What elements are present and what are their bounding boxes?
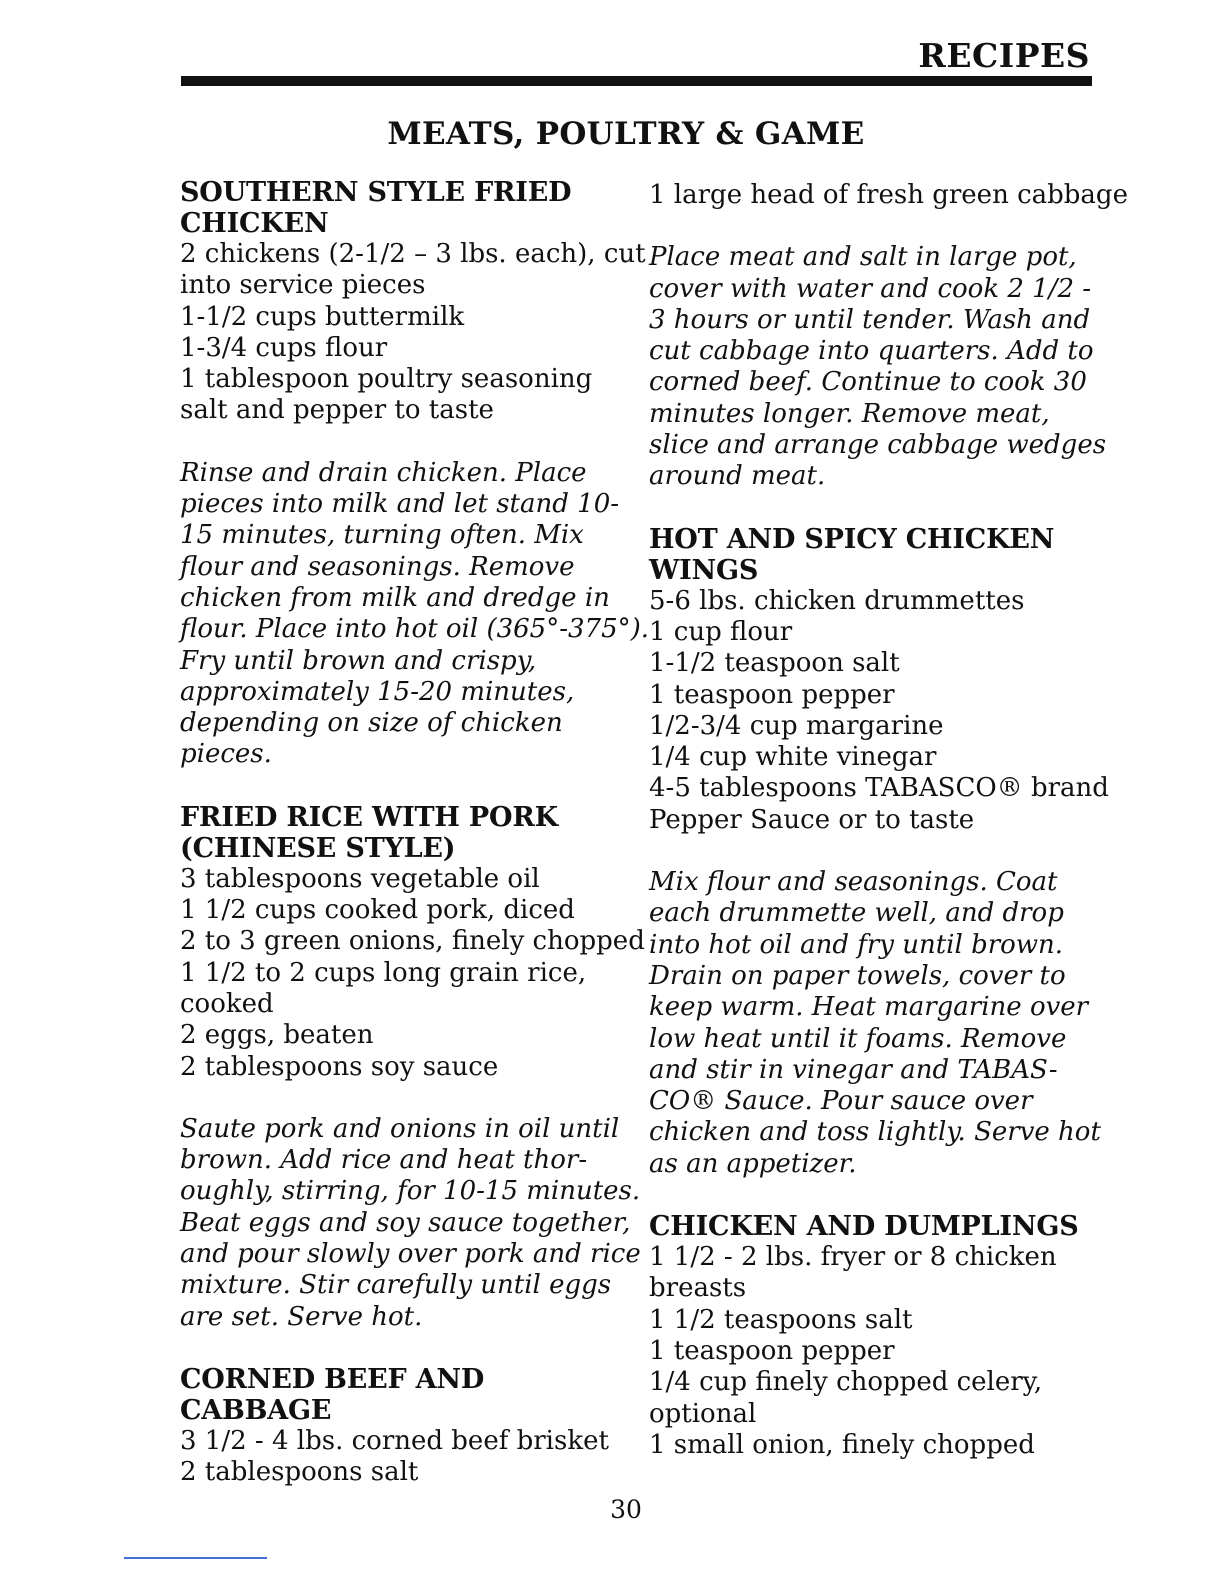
ingredient: 2 tablespoons salt [180,1457,419,1488]
instructions [180,1114,640,1333]
ingredient-list [180,863,645,1083]
ingredient: 5-6 lbs. chicken drummettes [649,585,1025,616]
title-line: SOUTHERN STYLE FRIED [180,177,572,208]
instruction-line: flour. Place into hot oil (365°-375°). [180,614,650,645]
instruction-line: Drain on paper towels, cover to [649,960,1066,991]
instruction-line: as an appetizer. [649,1148,857,1179]
recipe-title [649,524,1109,586]
title-line: CHICKEN AND DUMPLINGS [649,1211,1079,1243]
ingredient: 1-1/2 cups buttermilk [180,301,465,332]
ingredient: 4-5 tablespoons TABASCO® brand [649,773,1109,804]
recipe-corned-beef-continued [649,180,1128,493]
ingredient: salt and pepper to taste [180,395,494,426]
ingredient: 1 1/2 to 2 cups long grain rice, [180,957,587,988]
ingredient: 3 1/2 - 4 lbs. corned beef brisket [180,1425,609,1456]
instruction-line: each drummette well, and drop [649,898,1064,929]
ingredient: 1 tablespoon poultry seasoning [180,364,593,395]
title-line: (CHINESE STYLE) [180,832,456,864]
instruction-line: depending on size of chicken [180,708,563,739]
recipe-southern-fried-chicken [180,177,650,771]
instruction-line: Fry until brown and crispy, [180,645,537,676]
instruction-line: around meat. [649,461,826,492]
recipe-fried-rice-with-pork [180,801,645,1333]
instruction-line: cut cabbage into quarters. Add to [649,336,1094,367]
page-title: MEATS, POULTRY & GAME [387,116,865,152]
instruction-line: are set. Serve hot. [180,1301,423,1332]
ingredient: Pepper Sauce or to taste [649,804,975,835]
recipe-title [649,1211,1109,1242]
instruction-line: brown. Add rice and heat thor- [180,1145,588,1176]
ingredient: 2 eggs, beaten [180,1020,374,1051]
ingredient-list [649,180,1128,211]
instruction-line: 15 minutes, turning often. Mix [180,520,584,551]
recipe-chicken-and-dumplings [649,1211,1109,1461]
ingredient: 1 teaspoon pepper [649,679,895,710]
ingredient: 1-3/4 cups flour [180,332,388,363]
recipe-title [180,1364,640,1426]
title-line: HOT AND SPICY CHICKEN [649,523,1055,555]
title-line: CHICKEN [180,208,329,239]
instructions [180,457,650,771]
instruction-line: minutes longer. Remove meat, [649,398,1050,429]
ingredient: 3 tablespoons vegetable oil [180,863,540,894]
ingredient: 1 small onion, finely chopped [649,1429,1035,1460]
ingredient: into service pieces [180,270,426,301]
instruction-line: slice and arrange cabbage wedges [649,430,1107,461]
ingredient: 1-1/2 teaspoon salt [649,648,900,679]
recipe-title [180,802,640,864]
scan-mark [124,1557,267,1559]
instruction-line: chicken from milk and dredge in [180,582,610,613]
page-number: 30 [610,1495,642,1524]
title-line: CORNED BEEF AND CABBAGE [180,1363,485,1426]
ingredient: 2 chickens (2-1/2 – 3 lbs. each), cut [180,239,646,269]
instruction-line: low heat until it foams. Remove [649,1023,1067,1054]
instruction-line: CO® Sauce. Pour sauce over [649,1086,1033,1117]
ingredient: optional [649,1398,757,1429]
instruction-line: Mix flour and seasonings. Coat [649,867,1058,898]
instruction-line: pieces into milk and let stand 10- [180,489,620,520]
instruction-line: into hot oil and fry until brown. [649,929,1064,960]
recipe-hot-and-spicy-chicken-wings [649,524,1109,1180]
ingredient: 1 1/2 teaspoons salt [649,1304,913,1335]
instruction-line: flour and seasonings. Remove [180,551,575,582]
instruction-line: and stir in vinegar and TABAS- [649,1054,1058,1085]
instruction-line: keep warm. Heat margarine over [649,992,1089,1023]
ingredient: 1 1/2 - 2 lbs. fryer or 8 chicken [649,1242,1057,1273]
title-line: FRIED RICE WITH PORK [180,801,558,833]
left-column [180,177,650,1489]
instruction-line: oughly, stirring, for 10-15 minutes. [180,1176,641,1207]
instructions [649,242,1109,492]
ingredient: 1 1/2 cups cooked pork, diced [180,895,575,926]
instruction-line: pieces. [180,739,272,770]
instruction-line: Place meat and salt in large pot, [649,242,1077,273]
instruction-line: Saute pork and onions in oil until [180,1113,620,1144]
ingredient: 1 cup flour [649,616,793,647]
ingredient: 1/2-3/4 cup margarine [649,710,944,741]
title-line: WINGS [649,554,759,586]
right-column [649,180,1128,1461]
recipe-title [180,177,640,239]
instruction-line: mixture. Stir carefully until eggs [180,1270,612,1301]
instruction-line: corned beef. Continue to cook 30 [649,367,1087,398]
ingredient: 1/4 cup white vinegar [649,742,937,773]
ingredient: 2 tablespoons soy sauce [180,1051,499,1082]
recipe-corned-beef-and-cabbage [180,1364,640,1489]
instruction-line: Rinse and drain chicken. Place [180,457,587,488]
ingredient: 1 teaspoon pepper [649,1335,895,1366]
instruction-line: approximately 15-20 minutes, [180,676,575,707]
ingredient: 2 to 3 green onions, finely chopped [180,926,645,957]
instructions [649,867,1109,1180]
instruction-line: and pour slowly over pork and rice [180,1239,641,1270]
ingredient-list [649,1242,1109,1461]
ingredient: 1/4 cup finely chopped celery, [649,1367,1043,1398]
header-rule [181,76,1092,86]
ingredient-list [180,1426,640,1489]
instruction-line: cover with water and cook 2 1/2 - [649,273,1092,304]
section-label: RECIPES [918,36,1090,75]
instruction-line: 3 hours or until tender. Wash and [649,304,1091,335]
instruction-line: chicken and toss lightly. Serve hot [649,1117,1101,1148]
ingredient-list [649,586,1109,836]
ingredient: cooked [180,988,274,1019]
ingredient: breasts [649,1273,747,1304]
ingredient: 1 large head of fresh green cabbage [649,180,1128,210]
ingredient-list [180,239,646,427]
instruction-line: Beat eggs and soy sauce together, [180,1207,631,1238]
